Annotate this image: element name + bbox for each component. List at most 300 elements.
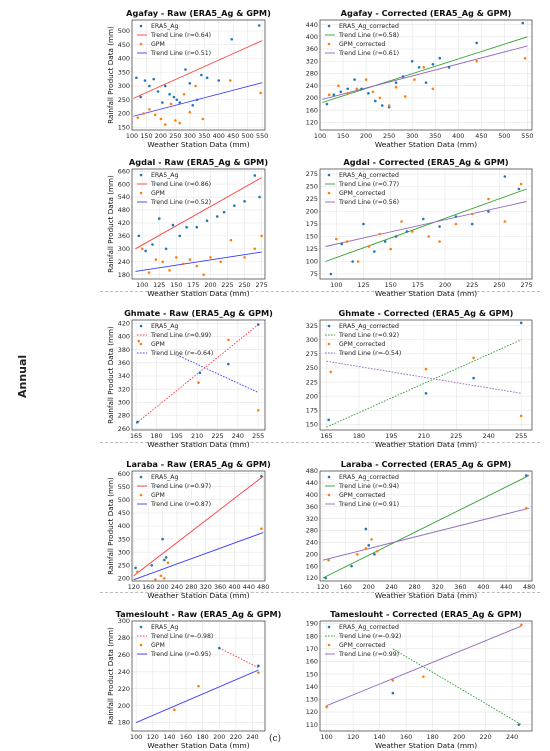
- x-tick-label: 165: [129, 432, 143, 440]
- x-tick-label: 360: [213, 583, 227, 591]
- x-tick-label: 150: [170, 281, 183, 289]
- y-tick-label: 320: [117, 385, 130, 394]
- row-label: Annual: [16, 354, 29, 398]
- y-tick-label: 110: [305, 720, 318, 729]
- x-tick-label: 300: [183, 132, 196, 140]
- data-point: [337, 84, 340, 87]
- x-axis-label: Weather Station Data (mm): [147, 591, 250, 600]
- data-point: [422, 66, 425, 69]
- data-point: [148, 108, 151, 111]
- data-point: [183, 93, 186, 96]
- data-point: [411, 60, 414, 63]
- data-point: [346, 87, 349, 90]
- data-point: [504, 175, 507, 178]
- legend: [137, 23, 211, 57]
- legend-label: Trend Line (r=0.97): [151, 483, 212, 491]
- data-point: [168, 93, 171, 96]
- x-tick-label: 240: [170, 583, 184, 591]
- legend-label: ERA5_Ag: [151, 23, 179, 31]
- data-point: [202, 273, 205, 276]
- chart-panel: [106, 459, 271, 600]
- data-point: [168, 269, 171, 272]
- data-point: [520, 623, 523, 626]
- x-tick-label: 180: [196, 733, 209, 741]
- data-point: [373, 250, 376, 253]
- legend-label: ERA5_Ag: [151, 172, 179, 180]
- y-tick-label: 260: [117, 651, 130, 660]
- y-tick-label: 260: [117, 424, 130, 433]
- data-point: [257, 323, 260, 326]
- y-axis-label: Rainfall Product Data (mm): [106, 477, 115, 575]
- legend-label: GPM: [151, 190, 165, 198]
- y-tick-label: 170: [305, 645, 318, 654]
- data-point: [152, 78, 155, 81]
- x-tick-label: 450: [227, 132, 240, 140]
- x-tick-label: 195: [385, 432, 398, 440]
- legend: [325, 23, 399, 57]
- legend-marker: [328, 494, 331, 497]
- data-point: [413, 78, 416, 81]
- data-point: [475, 42, 478, 45]
- data-point: [258, 24, 261, 27]
- y-tick-label: 100: [305, 257, 318, 266]
- data-point: [219, 260, 222, 263]
- data-point: [173, 96, 176, 99]
- data-point: [178, 101, 181, 104]
- y-tick-label: 240: [305, 538, 318, 547]
- data-point: [432, 87, 435, 90]
- y-tick-label: 450: [117, 40, 130, 49]
- data-point: [151, 243, 154, 246]
- figure-caption: (c): [268, 734, 282, 744]
- chart-title: Agafay - Corrected (ERA5_Ag & GPM): [340, 8, 512, 18]
- chart-title: Laraba - Corrected (ERA5_Ag & GPM): [340, 459, 512, 469]
- data-point: [260, 235, 263, 238]
- y-tick-label: 160: [305, 562, 318, 571]
- x-tick-label: 210: [191, 432, 204, 440]
- legend-marker: [140, 476, 143, 479]
- data-point: [378, 233, 381, 236]
- chart-panel: [106, 609, 282, 750]
- legend-marker: [328, 325, 331, 328]
- legend-marker: [140, 343, 143, 346]
- x-tick-label: 240: [506, 733, 519, 741]
- legend-label: Trend Line (r=-0.54): [339, 350, 402, 358]
- x-tick-label: 320: [199, 583, 212, 591]
- y-tick-label: 225: [305, 195, 318, 204]
- data-point: [195, 265, 198, 268]
- data-point: [357, 260, 360, 263]
- y-tick-label: 350: [117, 535, 130, 544]
- x-tick-label: 140: [373, 733, 386, 741]
- y-tick-label: 250: [117, 561, 130, 570]
- data-point: [400, 220, 403, 223]
- data-point: [200, 74, 203, 77]
- data-point: [520, 183, 523, 186]
- legend-marker: [328, 192, 331, 195]
- y-tick-label: 300: [117, 548, 130, 557]
- trend-line: [134, 533, 263, 580]
- y-tick-label: 440: [305, 479, 318, 488]
- legend-label: GPM_corrected: [339, 341, 386, 349]
- x-tick-label: 400: [228, 583, 241, 591]
- data-point: [209, 256, 212, 259]
- data-point: [141, 248, 144, 251]
- data-point: [346, 92, 349, 95]
- x-tick-label: 220: [229, 733, 243, 741]
- data-point: [370, 538, 373, 541]
- y-tick-label: 180: [305, 632, 318, 641]
- chart-title: Tameslouht - Raw (ERA5_Ag & GPM): [115, 609, 282, 619]
- chart-title: Ghmate - Corrected (ERA5_Ag & GPM): [338, 308, 514, 318]
- x-tick-label: 160: [142, 583, 155, 591]
- data-point: [227, 363, 230, 366]
- x-tick-label: 300: [406, 132, 419, 140]
- legend-label: Trend Line (r=0.99): [151, 332, 212, 340]
- data-point: [253, 174, 256, 177]
- data-point: [395, 86, 398, 89]
- x-tick-label: 120: [146, 733, 159, 741]
- data-point: [148, 85, 151, 88]
- y-tick-label: 200: [117, 701, 130, 710]
- y-tick-label: 200: [305, 94, 318, 103]
- y-tick-label: 200: [305, 392, 318, 401]
- x-tick-label: 500: [241, 132, 254, 140]
- data-point: [197, 381, 200, 384]
- y-tick-label: 240: [117, 667, 130, 676]
- x-tick-label: 450: [475, 132, 488, 140]
- data-point: [356, 553, 359, 556]
- data-point: [325, 706, 328, 709]
- data-point: [448, 66, 451, 69]
- y-tick-label: 300: [117, 398, 130, 407]
- x-tick-label: 195: [170, 432, 183, 440]
- data-point: [324, 577, 327, 580]
- data-point: [520, 415, 523, 418]
- data-point: [471, 223, 474, 226]
- x-tick-label: 480: [523, 583, 536, 591]
- x-tick-label: 550: [521, 132, 534, 140]
- data-point: [148, 271, 151, 274]
- y-tick-label: 275: [305, 350, 318, 359]
- data-point: [374, 100, 377, 103]
- data-point: [164, 85, 167, 88]
- legend-label: GPM: [151, 41, 165, 49]
- data-point: [158, 217, 161, 220]
- legend-label: ERA5_Ag_corrected: [339, 323, 399, 331]
- y-tick-label: 500: [117, 496, 130, 505]
- x-tick-label: 240: [482, 432, 495, 440]
- data-point: [260, 475, 263, 478]
- legend: [137, 323, 213, 357]
- y-tick-label: 600: [117, 180, 130, 189]
- data-point: [392, 692, 395, 695]
- x-tick-label: 220: [479, 733, 492, 741]
- data-point: [425, 392, 428, 395]
- chart-panel: [106, 8, 271, 149]
- chart-panel: [106, 157, 268, 298]
- data-point: [381, 104, 384, 107]
- data-point: [189, 111, 192, 114]
- data-point: [172, 224, 175, 227]
- data-point: [175, 256, 178, 259]
- legend-label: ERA5_Ag_corrected: [339, 172, 399, 180]
- data-point: [259, 92, 262, 95]
- y-tick-label: 280: [305, 69, 318, 78]
- data-point: [353, 78, 356, 81]
- y-tick-label: 300: [117, 245, 130, 254]
- legend-label: ERA5_Ag: [151, 474, 179, 482]
- data-point: [257, 409, 260, 412]
- x-tick-label: 180: [352, 432, 366, 440]
- data-point: [194, 85, 197, 88]
- x-tick-label: 125: [153, 281, 166, 289]
- y-tick-label: 420: [117, 319, 130, 328]
- legend-marker: [140, 494, 143, 497]
- data-point: [135, 76, 138, 79]
- y-tick-label: 480: [117, 206, 130, 215]
- x-tick-label: 440: [242, 583, 255, 591]
- data-point: [165, 556, 168, 559]
- legend-label: Trend Line (r=0.52): [151, 199, 212, 207]
- legend-label: GPM_corrected: [339, 190, 386, 198]
- x-tick-label: 200: [156, 583, 169, 591]
- data-point: [395, 81, 398, 84]
- y-tick-label: 250: [305, 364, 318, 373]
- data-point: [333, 94, 336, 97]
- chart-panel: [306, 308, 532, 449]
- x-axis-label: Weather Station Data (mm): [147, 140, 250, 149]
- y-tick-label: 400: [305, 490, 318, 499]
- chart-panel: [306, 157, 533, 298]
- legend: [137, 624, 213, 658]
- y-axis-label: Rainfall Product Data (mm): [106, 175, 115, 273]
- y-tick-label: 75: [309, 270, 318, 279]
- legend-label: GPM_corrected: [339, 492, 386, 500]
- x-tick-label: 165: [320, 432, 333, 440]
- data-point: [191, 104, 194, 107]
- data-point: [257, 671, 260, 674]
- legend-label: GPM: [151, 492, 165, 500]
- data-point: [216, 215, 219, 218]
- y-tick-label: 160: [305, 106, 318, 115]
- legend-marker: [140, 325, 143, 328]
- data-point: [330, 273, 333, 276]
- data-point: [520, 322, 523, 325]
- x-axis-label: Weather Station Data (mm): [374, 741, 478, 750]
- y-tick-label: 280: [117, 411, 130, 420]
- x-tick-label: 120: [316, 583, 329, 591]
- y-tick-label: 125: [305, 245, 318, 254]
- data-point: [406, 230, 409, 233]
- y-tick-label: 325: [305, 321, 318, 330]
- data-point: [525, 507, 528, 510]
- data-point: [161, 260, 164, 263]
- data-point: [137, 340, 140, 343]
- trend-line: [135, 178, 261, 249]
- data-point: [178, 122, 181, 125]
- y-tick-label: 420: [117, 219, 130, 228]
- data-point: [227, 338, 230, 341]
- data-point: [432, 63, 435, 66]
- data-point: [525, 474, 528, 477]
- data-point: [218, 647, 221, 650]
- data-point: [422, 675, 425, 678]
- x-tick-label: 240: [231, 432, 244, 440]
- y-tick-label: 220: [117, 684, 130, 693]
- data-point: [518, 188, 521, 191]
- data-point: [350, 565, 353, 568]
- x-axis-label: Weather Station Data (mm): [147, 289, 250, 298]
- y-tick-label: 360: [305, 502, 318, 511]
- data-point: [138, 235, 141, 238]
- data-point: [330, 371, 333, 374]
- y-tick-label: 380: [117, 345, 130, 354]
- data-point: [365, 547, 368, 550]
- legend-marker: [140, 626, 143, 629]
- y-tick-label: 275: [305, 170, 318, 179]
- data-point: [258, 196, 261, 199]
- data-point: [472, 377, 475, 380]
- x-tick-label: 120: [127, 583, 140, 591]
- data-point: [335, 238, 338, 241]
- data-point: [524, 57, 527, 60]
- x-tick-label: 100: [136, 281, 149, 289]
- y-tick-label: 175: [305, 220, 318, 229]
- legend-label: ERA5_Ag: [151, 323, 179, 331]
- legend-marker: [328, 644, 331, 647]
- legend-label: GPM: [151, 341, 165, 349]
- y-tick-label: 130: [305, 695, 318, 704]
- data-point: [176, 98, 179, 101]
- x-tick-label: 400: [452, 132, 465, 140]
- x-axis-label: Weather Station Data (mm): [374, 289, 478, 298]
- data-point: [427, 235, 430, 238]
- y-tick-label: 240: [305, 81, 318, 90]
- data-point: [418, 66, 421, 69]
- data-point: [487, 198, 490, 201]
- legend-marker: [140, 43, 143, 46]
- x-tick-label: 280: [185, 583, 198, 591]
- data-point: [134, 567, 137, 570]
- data-point: [425, 81, 428, 84]
- legend: [137, 172, 211, 206]
- data-point: [206, 219, 209, 222]
- x-axis-label: Weather Station Data (mm): [374, 140, 478, 149]
- x-axis-label: Weather Station Data (mm): [374, 440, 478, 449]
- x-tick-label: 275: [520, 281, 533, 289]
- trend-line: [323, 508, 529, 560]
- legend-label: Trend Line (r=0.92): [339, 332, 400, 340]
- data-point: [368, 245, 371, 248]
- y-tick-label: 550: [117, 482, 130, 491]
- data-point: [339, 91, 342, 94]
- x-tick-label: 100: [130, 733, 143, 741]
- y-tick-label: 120: [305, 118, 318, 127]
- y-tick-label: 200: [305, 550, 318, 559]
- data-point: [471, 213, 474, 216]
- data-point: [243, 256, 246, 259]
- y-tick-label: 300: [117, 617, 130, 626]
- data-point: [174, 119, 177, 122]
- y-tick-label: 150: [117, 123, 130, 132]
- y-tick-label: 140: [305, 682, 318, 691]
- x-tick-label: 240: [246, 733, 259, 741]
- legend-marker: [328, 626, 331, 629]
- legend-label: Trend Line (r=0.51): [151, 50, 212, 58]
- y-tick-label: 250: [305, 182, 318, 191]
- x-tick-label: 225: [221, 281, 234, 289]
- data-point: [472, 356, 475, 359]
- legend-label: Trend Line (r=0.86): [151, 181, 212, 189]
- x-tick-label: 240: [385, 583, 398, 591]
- data-point: [395, 235, 398, 238]
- y-tick-label: 200: [117, 109, 130, 118]
- data-point: [136, 116, 139, 119]
- data-point: [178, 235, 181, 238]
- x-tick-label: 255: [515, 432, 528, 440]
- y-tick-label: 160: [305, 657, 318, 666]
- y-tick-label: 400: [117, 522, 130, 531]
- y-tick-label: 150: [305, 670, 318, 679]
- data-point: [379, 97, 382, 100]
- data-point: [487, 210, 490, 213]
- y-tick-label: 280: [117, 634, 130, 643]
- x-tick-label: 360: [454, 583, 467, 591]
- legend-label: Trend Line (r=0.61): [339, 50, 400, 58]
- y-tick-label: 175: [305, 406, 318, 415]
- data-point: [202, 118, 205, 121]
- x-tick-label: 320: [431, 583, 444, 591]
- data-point: [425, 368, 428, 371]
- legend-marker: [328, 476, 331, 479]
- x-tick-label: 200: [213, 733, 226, 741]
- x-tick-label: 140: [163, 733, 176, 741]
- data-point: [155, 258, 158, 261]
- data-point: [144, 79, 147, 82]
- x-axis-label: Weather Station Data (mm): [374, 591, 478, 600]
- x-tick-label: 200: [204, 281, 217, 289]
- chart-panel: [306, 459, 535, 600]
- y-tick-label: 120: [305, 574, 318, 583]
- legend: [325, 624, 401, 658]
- data-point: [389, 248, 392, 251]
- data-point: [165, 248, 168, 251]
- trend-line: [136, 670, 258, 722]
- data-point: [150, 564, 153, 567]
- y-axis-label: Rainfall Product Data (mm): [106, 26, 115, 124]
- data-point: [217, 79, 220, 82]
- legend-label: ERA5_Ag_corrected: [339, 624, 399, 632]
- x-tick-label: 550: [256, 132, 269, 140]
- x-tick-label: 200: [453, 733, 466, 741]
- x-tick-label: 100: [320, 733, 333, 741]
- y-tick-label: 660: [117, 167, 130, 176]
- legend-label: Trend Line (r=0.64): [151, 32, 212, 40]
- data-point: [144, 250, 147, 253]
- legend-label: Trend Line (r=-0.92): [339, 633, 402, 641]
- x-tick-label: 250: [383, 132, 396, 140]
- x-tick-label: 120: [347, 733, 360, 741]
- y-tick-label: 200: [305, 207, 318, 216]
- x-axis-label: Weather Station Data (mm): [147, 741, 250, 750]
- data-point: [517, 723, 520, 726]
- y-axis-label: Rainfall Product Data (mm): [106, 326, 115, 424]
- legend-label: Trend Line (r=0.77): [339, 181, 400, 189]
- x-axis-label: Weather Station Data (mm): [147, 440, 250, 449]
- y-tick-label: 280: [305, 526, 318, 535]
- y-tick-label: 340: [117, 372, 130, 381]
